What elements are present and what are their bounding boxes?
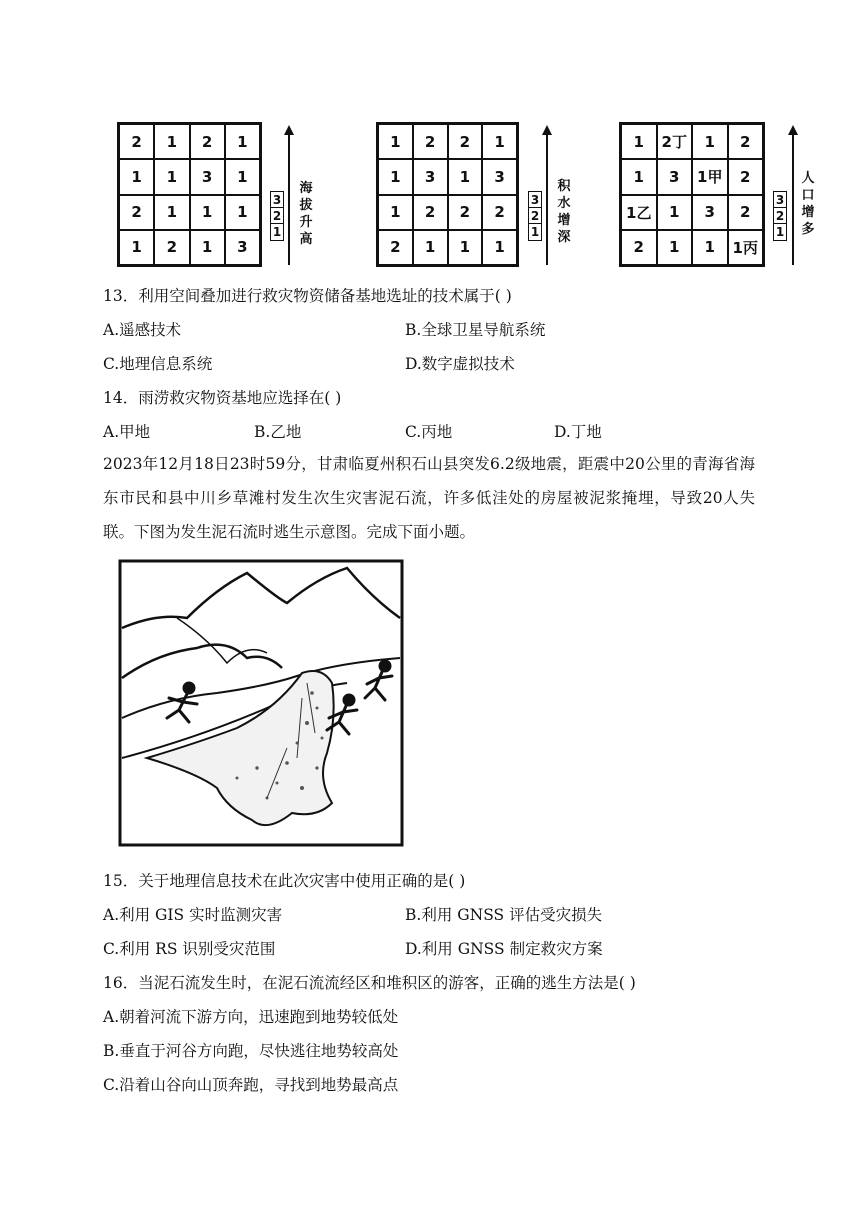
- grid-cell: 1: [154, 124, 189, 159]
- question-14-stem: 14．雨涝救灾物资基地应选择在( ): [103, 389, 342, 407]
- grid-cell: 3: [657, 159, 693, 194]
- legend-value: 3: [530, 192, 540, 207]
- grid-cell: 2: [448, 124, 483, 159]
- arrow-up-icon: [542, 125, 552, 135]
- grid-map: [117, 122, 262, 267]
- grid-cell: 1甲: [692, 159, 728, 194]
- legend-value: 1: [775, 225, 785, 239]
- axis-label-char: 高: [299, 232, 313, 247]
- grid-cell: 2: [413, 195, 448, 230]
- axis-label-char: 人: [801, 171, 815, 186]
- debris-flow-escape-illustration: [117, 558, 405, 848]
- grid-cell: 1: [413, 230, 448, 265]
- grid-cell: 1: [657, 230, 693, 265]
- grid-cell: 2: [728, 124, 764, 159]
- axis-label-char: 增: [801, 205, 815, 220]
- grid-cell: 1乙: [621, 195, 657, 230]
- grid-cell: 1: [119, 230, 154, 265]
- grid-cell: 1: [190, 230, 225, 265]
- grid-cell: 1: [657, 195, 693, 230]
- grid-cell: 2: [119, 195, 154, 230]
- grid-cell: 2: [621, 230, 657, 265]
- grid-cell: 1: [225, 124, 260, 159]
- grid-cell: 2: [448, 195, 483, 230]
- q15-option-a[interactable]: A.利用 GIS 实时监测灾害: [103, 906, 283, 924]
- grid-cell: 1: [482, 124, 517, 159]
- axis-label-char: 水: [557, 196, 571, 211]
- question-16-stem: 16．当泥石流发生时，在泥石流流经区和堆积区的游客，正确的逃生方法是( ): [103, 974, 636, 992]
- grid-cell: 3: [225, 230, 260, 265]
- q14-option-d[interactable]: D.丁地: [554, 423, 602, 441]
- grid-cell: 1丙: [728, 230, 764, 265]
- legend-value: 3: [775, 192, 785, 207]
- grid-cell: 2: [119, 124, 154, 159]
- axis-label-char: 增: [557, 213, 571, 228]
- axis-label-char: 多: [801, 222, 815, 237]
- grid-cell: 3: [190, 159, 225, 194]
- q15-option-c[interactable]: C.利用 RS 识别受灾范围: [103, 940, 276, 958]
- axis-label-char: 深: [557, 230, 571, 245]
- grid-cell: 2: [482, 195, 517, 230]
- q15-option-d[interactable]: D.利用 GNSS 制定救灾方案: [405, 940, 603, 958]
- grid-cell: 1: [692, 124, 728, 159]
- question-13-stem: 13．利用空间叠加进行救灾物资储备基地选址的技术属于( ): [103, 287, 512, 305]
- q14-option-a[interactable]: A.甲地: [103, 423, 151, 441]
- grid-cell: 2丁: [657, 124, 693, 159]
- axis-label-char: 海: [299, 181, 313, 196]
- q16-option-c[interactable]: C.沿着山谷向山顶奔跑，寻找到地势最高点: [103, 1076, 399, 1094]
- axis-label: [556, 178, 572, 246]
- legend-value: 1: [530, 225, 540, 239]
- axis-label-char: 拔: [299, 198, 313, 213]
- axis-label: [298, 180, 314, 248]
- grid-cell: 2: [154, 230, 189, 265]
- arrow-up-icon: [788, 125, 798, 135]
- grid-cell: 1: [190, 195, 225, 230]
- axis-arrow-line: [792, 133, 794, 265]
- grid-cell: 1: [621, 159, 657, 194]
- legend-value: 3: [272, 192, 282, 207]
- grid-cell: 3: [413, 159, 448, 194]
- arrow-up-icon: [284, 125, 294, 135]
- grid-cell: 3: [692, 195, 728, 230]
- grid-cell: 1: [154, 195, 189, 230]
- q16-option-b[interactable]: B.垂直于河谷方向跑，尽快逃往地势较高处: [103, 1042, 399, 1060]
- legend-scale: [773, 191, 787, 241]
- passage-text: 2023年12月18日23时59分，甘肃临夏州积石山县突发6.2级地震，距震中20公里的青海省海东市民和县中川乡草滩村发生次生灾害泥石流，许多低洼处的房屋被泥浆掩埋，导致20人失联。下图为发生泥石流时逃生示意图。完成下面小题。: [103, 455, 755, 541]
- q13-option-d[interactable]: D.数字虚拟技术: [405, 355, 515, 373]
- legend-scale: [270, 191, 284, 241]
- grid-cell: 2: [728, 159, 764, 194]
- axis-label-char: 积: [557, 179, 571, 194]
- axis-label-char: 升: [299, 215, 313, 230]
- legend-value: 2: [775, 208, 785, 223]
- grid-map: [619, 122, 765, 267]
- grid-cell: 1: [692, 230, 728, 265]
- q14-option-b[interactable]: B.乙地: [254, 423, 302, 441]
- grid-cell: 1: [225, 195, 260, 230]
- legend-value: 2: [530, 208, 540, 223]
- q14-option-c[interactable]: C.丙地: [405, 423, 453, 441]
- grid-cell: 1: [225, 159, 260, 194]
- axis-arrow-line: [288, 133, 290, 265]
- grid-cell: 1: [378, 124, 413, 159]
- grid-cell: 1: [448, 230, 483, 265]
- axis-label: [800, 170, 816, 238]
- grid-cell: 1: [119, 159, 154, 194]
- grid-cell: 1: [378, 159, 413, 194]
- grid-cell: 1: [448, 159, 483, 194]
- q13-option-b[interactable]: B.全球卫星导航系统: [405, 321, 546, 339]
- axis-arrow-line: [546, 133, 548, 265]
- q13-option-a[interactable]: A.遥感技术: [103, 321, 182, 339]
- grid-cell: 1: [154, 159, 189, 194]
- q13-option-c[interactable]: C.地理信息系统: [103, 355, 213, 373]
- grid-cell: 2: [413, 124, 448, 159]
- legend-value: 2: [272, 208, 282, 223]
- grid-cell: 1: [621, 124, 657, 159]
- grid-cell: 3: [482, 159, 517, 194]
- grid-cell: 1: [482, 230, 517, 265]
- q15-option-b[interactable]: B.利用 GNSS 评估受灾损失: [405, 906, 603, 924]
- grid-cell: 2: [378, 230, 413, 265]
- legend-value: 1: [272, 225, 282, 239]
- legend-scale: [528, 191, 542, 241]
- axis-label-char: 口: [801, 188, 815, 203]
- grid-cell: 1: [378, 195, 413, 230]
- grid-map: [376, 122, 519, 267]
- grid-cell: 2: [728, 195, 764, 230]
- grid-cell: 2: [190, 124, 225, 159]
- q16-option-a[interactable]: A.朝着河流下游方向，迅速跑到地势较低处: [103, 1008, 399, 1026]
- question-15-stem: 15．关于地理信息技术在此次灾害中使用正确的是( ): [103, 872, 466, 890]
